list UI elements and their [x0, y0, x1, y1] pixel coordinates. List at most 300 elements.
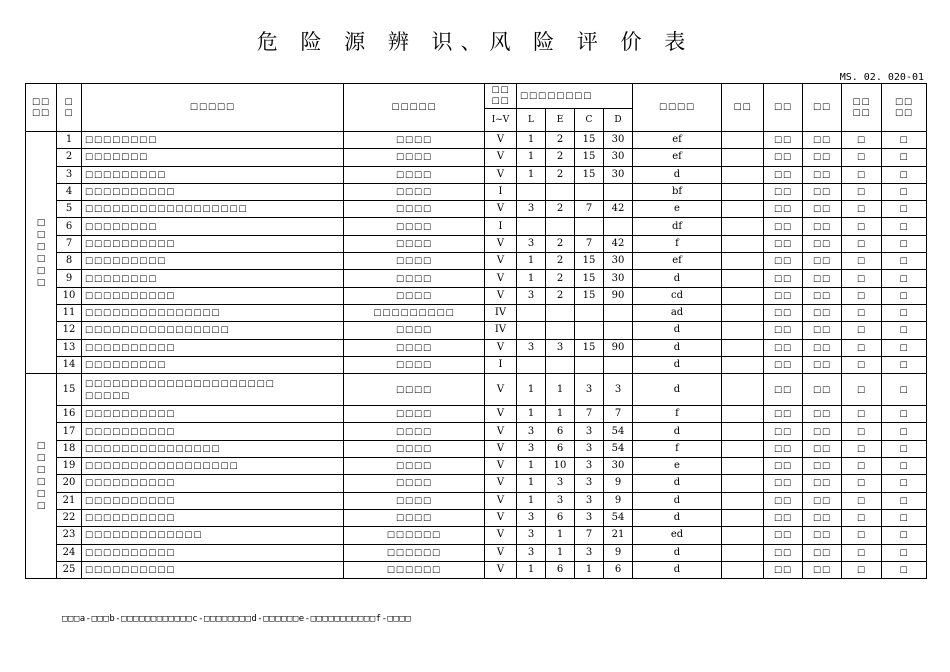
C-cell: 7 [575, 201, 604, 218]
header-D: D [604, 109, 633, 132]
col-d-cell: □ [842, 374, 882, 406]
D-cell: 3 [604, 374, 633, 406]
header-col-c: □□ [803, 84, 842, 132]
col-d-cell: □ [842, 561, 882, 578]
control-code-cell: bf [633, 183, 722, 200]
task-cell: □□□□□□□□□ [82, 356, 344, 373]
L-cell: 1 [517, 166, 546, 183]
control-code-cell: d [633, 561, 722, 578]
row-number-cell: 8 [57, 253, 82, 270]
col-b-cell: □□ [764, 509, 803, 526]
level-cell: V [485, 544, 517, 561]
table-row [26, 544, 927, 561]
level-cell: V [485, 201, 517, 218]
L-cell: 1 [517, 561, 546, 578]
col-b-cell: □□ [764, 270, 803, 287]
C-cell [575, 183, 604, 200]
col-b-cell: □□ [764, 253, 803, 270]
D-cell: 30 [604, 253, 633, 270]
col-b-cell: □□ [764, 166, 803, 183]
C-cell: 15 [575, 149, 604, 166]
hazard-type-cell: □□□□ [344, 253, 485, 270]
D-cell: 30 [604, 270, 633, 287]
col-b-cell: □□ [764, 492, 803, 509]
control-code-cell: d [633, 544, 722, 561]
table-row [26, 304, 927, 321]
col-d-cell: □ [842, 544, 882, 561]
hazard-type-cell: □□□□ [344, 440, 485, 457]
col-a-cell [722, 374, 764, 406]
task-cell: □□□□□□□□□□□□□□□□ [82, 322, 344, 339]
col-e-cell: □ [882, 270, 927, 287]
col-b-cell: □□ [764, 475, 803, 492]
table-row [26, 406, 927, 423]
row-number-cell: 6 [57, 218, 82, 235]
row-number-cell: 11 [57, 304, 82, 321]
C-cell: 7 [575, 406, 604, 423]
col-e-cell: □ [882, 509, 927, 526]
control-code-cell: d [633, 374, 722, 406]
level-cell: IV [485, 322, 517, 339]
table-row [26, 149, 927, 166]
D-cell: 90 [604, 339, 633, 356]
row-number-cell: 1 [57, 132, 82, 149]
task-cell: □□□□□□□□□□□□□□□ [82, 440, 344, 457]
table-row [26, 561, 927, 578]
col-b-cell: □□ [764, 201, 803, 218]
C-cell: 15 [575, 253, 604, 270]
E-cell: 2 [546, 132, 575, 149]
L-cell: 3 [517, 423, 546, 440]
hazard-type-cell: □□□□ [344, 374, 485, 406]
row-number-cell: 15 [57, 374, 82, 406]
E-cell: 6 [546, 509, 575, 526]
col-e-cell: □ [882, 304, 927, 321]
col-a-cell [722, 356, 764, 373]
table-row [26, 201, 927, 218]
table-row [26, 287, 927, 304]
task-cell: □□□□□□□□□□□□□□□□□ [82, 458, 344, 475]
col-a-cell [722, 218, 764, 235]
hazard-type-cell: □□□□□□□□□ [344, 304, 485, 321]
E-cell: 1 [546, 406, 575, 423]
row-number-cell: 3 [57, 166, 82, 183]
col-a-cell [722, 406, 764, 423]
hazard-type-cell: □□□□ [344, 458, 485, 475]
hazard-type-cell: □□□□ [344, 132, 485, 149]
L-cell: 3 [517, 509, 546, 526]
E-cell: 2 [546, 166, 575, 183]
col-c-cell: □□ [803, 475, 842, 492]
table-row [26, 356, 927, 373]
col-c-cell: □□ [803, 322, 842, 339]
L-cell [517, 356, 546, 373]
E-cell: 2 [546, 270, 575, 287]
hazard-type-cell: □□□□ [344, 339, 485, 356]
L-cell: 1 [517, 132, 546, 149]
L-cell [517, 304, 546, 321]
table-row [26, 270, 927, 287]
col-c-cell: □□ [803, 492, 842, 509]
hazard-type-cell: □□□□ [344, 183, 485, 200]
D-cell [604, 218, 633, 235]
col-a-cell [722, 149, 764, 166]
L-cell [517, 218, 546, 235]
control-code-cell: d [633, 423, 722, 440]
col-c-cell: □□ [803, 201, 842, 218]
header-seq: □ □ [57, 84, 82, 132]
row-number-cell: 5 [57, 201, 82, 218]
task-cell: □□□□□□□□ [82, 218, 344, 235]
control-code-cell: d [633, 356, 722, 373]
col-a-cell [722, 304, 764, 321]
E-cell [546, 356, 575, 373]
col-d-cell: □ [842, 149, 882, 166]
task-cell: □□□□□□□□□ [82, 253, 344, 270]
col-e-cell: □ [882, 458, 927, 475]
row-number-cell: 20 [57, 475, 82, 492]
col-e-cell: □ [882, 356, 927, 373]
col-b-cell: □□ [764, 374, 803, 406]
C-cell: 3 [575, 509, 604, 526]
header-control: □□□□ [633, 84, 722, 132]
header-eval-group: □□□□□□□□ [517, 84, 633, 109]
L-cell: 3 [517, 527, 546, 544]
col-d-cell: □ [842, 423, 882, 440]
col-d-cell: □ [842, 440, 882, 457]
col-e-cell: □ [882, 544, 927, 561]
col-b-cell: □□ [764, 235, 803, 252]
D-cell: 30 [604, 166, 633, 183]
table-row [26, 253, 927, 270]
row-number-cell: 17 [57, 423, 82, 440]
table-row [26, 509, 927, 526]
L-cell: 3 [517, 235, 546, 252]
col-b-cell: □□ [764, 183, 803, 200]
col-d-cell: □ [842, 406, 882, 423]
E-cell: 1 [546, 544, 575, 561]
col-c-cell: □□ [803, 218, 842, 235]
L-cell: 3 [517, 544, 546, 561]
control-code-cell: d [633, 166, 722, 183]
col-a-cell [722, 458, 764, 475]
col-c-cell: □□ [803, 235, 842, 252]
col-b-cell: □□ [764, 356, 803, 373]
col-d-cell: □ [842, 132, 882, 149]
table-row [26, 527, 927, 544]
page-title: 危 险 源 辨 识、风 险 评 价 表 [256, 30, 694, 54]
row-number-cell: 19 [57, 458, 82, 475]
col-b-cell: □□ [764, 287, 803, 304]
row-number-cell: 12 [57, 322, 82, 339]
level-cell: V [485, 406, 517, 423]
col-d-cell: □ [842, 492, 882, 509]
col-a-cell [722, 132, 764, 149]
L-cell: 1 [517, 492, 546, 509]
table-row [26, 218, 927, 235]
D-cell: 42 [604, 201, 633, 218]
col-d-cell: □ [842, 475, 882, 492]
D-cell: 9 [604, 492, 633, 509]
col-c-cell: □□ [803, 544, 842, 561]
control-code-cell: ef [633, 149, 722, 166]
control-code-cell: f [633, 235, 722, 252]
E-cell: 3 [546, 492, 575, 509]
col-d-cell: □ [842, 166, 882, 183]
col-c-cell: □□ [803, 132, 842, 149]
E-cell [546, 322, 575, 339]
col-e-cell: □ [882, 440, 927, 457]
col-a-cell [722, 492, 764, 509]
stage-cell: □ □ □ □ □ □ [26, 132, 57, 374]
col-e-cell: □ [882, 527, 927, 544]
L-cell: 1 [517, 406, 546, 423]
C-cell [575, 304, 604, 321]
header-level: □□ □□ [485, 84, 517, 109]
table-row [26, 166, 927, 183]
level-cell: V [485, 458, 517, 475]
header-level-range: I~V [485, 109, 517, 132]
row-number-cell: 18 [57, 440, 82, 457]
row-number-cell: 25 [57, 561, 82, 578]
L-cell: 1 [517, 475, 546, 492]
L-cell: 1 [517, 253, 546, 270]
col-b-cell: □□ [764, 440, 803, 457]
level-cell: V [485, 166, 517, 183]
hazard-type-cell: □□□□ [344, 149, 485, 166]
col-e-cell: □ [882, 218, 927, 235]
L-cell: 3 [517, 201, 546, 218]
task-cell: □□□□□□□□ [82, 132, 344, 149]
col-d-cell: □ [842, 304, 882, 321]
C-cell: 3 [575, 374, 604, 406]
table-body [26, 132, 927, 579]
D-cell: 30 [604, 132, 633, 149]
C-cell: 7 [575, 527, 604, 544]
task-cell: □□□□□□□□□□ [82, 235, 344, 252]
footnote: □□□a-□□□b-□□□□□□□□□□□□c-□□□□□□□□d-□□□□□□e-□□□□□□□□□□□f-□□□□ [62, 614, 412, 624]
col-c-cell: □□ [803, 406, 842, 423]
row-number-cell: 16 [57, 406, 82, 423]
D-cell [604, 304, 633, 321]
C-cell: 15 [575, 270, 604, 287]
table-row [26, 183, 927, 200]
col-b-cell: □□ [764, 544, 803, 561]
task-cell: □□□□□□□□□□ [82, 475, 344, 492]
E-cell: 1 [546, 527, 575, 544]
D-cell: 42 [604, 235, 633, 252]
C-cell: 3 [575, 440, 604, 457]
col-e-cell: □ [882, 492, 927, 509]
L-cell: 3 [517, 440, 546, 457]
col-a-cell [722, 509, 764, 526]
table-row [26, 235, 927, 252]
col-c-cell: □□ [803, 527, 842, 544]
level-cell: V [485, 339, 517, 356]
control-code-cell: ef [633, 253, 722, 270]
col-d-cell: □ [842, 509, 882, 526]
hazard-type-cell: □□□□□□ [344, 544, 485, 561]
risk-assessment-table [25, 83, 927, 579]
col-c-cell: □□ [803, 183, 842, 200]
table-row [26, 440, 927, 457]
document-code: MS. 02. 020-01 [839, 72, 924, 83]
D-cell: 30 [604, 149, 633, 166]
row-number-cell: 7 [57, 235, 82, 252]
D-cell: 9 [604, 544, 633, 561]
hazard-type-cell: □□□□ [344, 356, 485, 373]
control-code-cell: e [633, 201, 722, 218]
task-cell: □□□□□□□□□□ [82, 339, 344, 356]
D-cell: 7 [604, 406, 633, 423]
task-cell: □□□□□□□ [82, 149, 344, 166]
C-cell: 3 [575, 475, 604, 492]
col-b-cell: □□ [764, 132, 803, 149]
table-row [26, 374, 927, 406]
col-e-cell: □ [882, 201, 927, 218]
col-d-cell: □ [842, 322, 882, 339]
level-cell: V [485, 253, 517, 270]
col-c-cell: □□ [803, 440, 842, 457]
col-a-cell [722, 270, 764, 287]
E-cell: 3 [546, 339, 575, 356]
control-code-cell: d [633, 339, 722, 356]
L-cell [517, 183, 546, 200]
row-number-cell: 9 [57, 270, 82, 287]
D-cell: 21 [604, 527, 633, 544]
col-a-cell [722, 253, 764, 270]
level-cell: I [485, 183, 517, 200]
D-cell: 54 [604, 509, 633, 526]
E-cell: 2 [546, 253, 575, 270]
table-row [26, 475, 927, 492]
col-c-cell: □□ [803, 166, 842, 183]
hazard-type-cell: □□□□ [344, 287, 485, 304]
task-cell: □□□□□□□□□□ [82, 561, 344, 578]
col-d-cell: □ [842, 201, 882, 218]
header-col-b: □□ [764, 84, 803, 132]
header-C: C [575, 109, 604, 132]
task-cell: □□□□□□□□□□□□□□□□□□ [82, 201, 344, 218]
col-e-cell: □ [882, 406, 927, 423]
col-c-cell: □□ [803, 374, 842, 406]
col-c-cell: □□ [803, 253, 842, 270]
C-cell: 3 [575, 458, 604, 475]
D-cell [604, 183, 633, 200]
E-cell: 6 [546, 440, 575, 457]
C-cell: 1 [575, 561, 604, 578]
task-cell: □□□□□□□□□□ [82, 423, 344, 440]
control-code-cell: d [633, 509, 722, 526]
D-cell [604, 322, 633, 339]
D-cell: 54 [604, 440, 633, 457]
level-cell: V [485, 561, 517, 578]
col-d-cell: □ [842, 527, 882, 544]
col-a-cell [722, 527, 764, 544]
col-a-cell [722, 440, 764, 457]
header-stage: □□ □□ [26, 84, 57, 132]
hazard-type-cell: □□□□ [344, 406, 485, 423]
row-number-cell: 23 [57, 527, 82, 544]
control-code-cell: e [633, 458, 722, 475]
col-d-cell: □ [842, 253, 882, 270]
table-row [26, 458, 927, 475]
table-row [26, 132, 927, 149]
control-code-cell: f [633, 406, 722, 423]
col-a-cell [722, 475, 764, 492]
C-cell: 3 [575, 423, 604, 440]
C-cell: 15 [575, 132, 604, 149]
C-cell: 7 [575, 235, 604, 252]
level-cell: IV [485, 304, 517, 321]
row-number-cell: 14 [57, 356, 82, 373]
L-cell [517, 322, 546, 339]
col-a-cell [722, 339, 764, 356]
level-cell: V [485, 423, 517, 440]
col-c-cell: □□ [803, 561, 842, 578]
level-cell: V [485, 527, 517, 544]
D-cell: 30 [604, 458, 633, 475]
col-b-cell: □□ [764, 218, 803, 235]
row-number-cell: 13 [57, 339, 82, 356]
task-cell: □□□□□□□□□□ [82, 406, 344, 423]
hazard-type-cell: □□□□ [344, 201, 485, 218]
C-cell: 15 [575, 287, 604, 304]
E-cell: 6 [546, 561, 575, 578]
task-cell: □□□□□□□□□□□□□□□ [82, 304, 344, 321]
col-d-cell: □ [842, 339, 882, 356]
col-a-cell [722, 235, 764, 252]
hazard-type-cell: □□□□ [344, 322, 485, 339]
col-c-cell: □□ [803, 339, 842, 356]
header-hazard-type: □□□□□ [344, 84, 485, 132]
task-cell: □□□□□□□□□ [82, 166, 344, 183]
col-b-cell: □□ [764, 561, 803, 578]
col-d-cell: □ [842, 458, 882, 475]
table-row [26, 423, 927, 440]
E-cell: 2 [546, 235, 575, 252]
C-cell: 15 [575, 166, 604, 183]
row-number-cell: 21 [57, 492, 82, 509]
control-code-cell: d [633, 475, 722, 492]
table-row [26, 339, 927, 356]
hazard-type-cell: □□□□ [344, 509, 485, 526]
hazard-type-cell: □□□□ [344, 270, 485, 287]
col-c-cell: □□ [803, 509, 842, 526]
task-cell: □□□□□□□□□□ [82, 509, 344, 526]
control-code-cell: ad [633, 304, 722, 321]
task-cell: □□□□□□□□□□ [82, 183, 344, 200]
level-cell: V [485, 149, 517, 166]
col-c-cell: □□ [803, 458, 842, 475]
task-cell: □□□□□□□□□□ [82, 492, 344, 509]
E-cell: 3 [546, 475, 575, 492]
table-row [26, 322, 927, 339]
L-cell: 3 [517, 287, 546, 304]
control-code-cell: d [633, 270, 722, 287]
row-number-cell: 2 [57, 149, 82, 166]
hazard-type-cell: □□□□□□ [344, 527, 485, 544]
C-cell: 3 [575, 492, 604, 509]
task-cell: □□□□□□□□□□□□□ [82, 527, 344, 544]
col-d-cell: □ [842, 356, 882, 373]
header-col-e: □□ □□ [882, 84, 927, 132]
col-e-cell: □ [882, 322, 927, 339]
col-e-cell: □ [882, 339, 927, 356]
col-b-cell: □□ [764, 527, 803, 544]
hazard-type-cell: □□□□ [344, 492, 485, 509]
col-e-cell: □ [882, 374, 927, 406]
